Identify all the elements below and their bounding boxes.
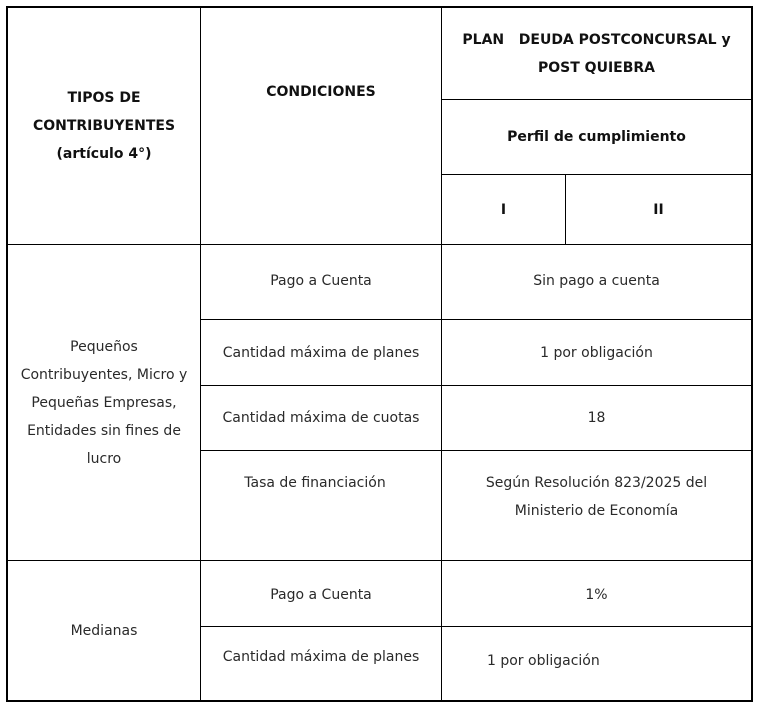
condition-cell	[201, 386, 441, 450]
header-col-i-label: I	[500, 201, 507, 218]
header-plan	[442, 8, 751, 99]
group-type-pequenos	[8, 245, 200, 560]
group-type-line: lucro	[86, 450, 122, 467]
value-cell	[442, 561, 751, 626]
header-plan-line: PLAN DEUDA POSTCONCURSAL y	[462, 31, 731, 48]
header-col-ii-label: II	[653, 201, 664, 218]
condition-cell	[201, 451, 441, 560]
table-border-right	[751, 6, 753, 702]
condition-cell	[201, 245, 441, 319]
condition-cell	[201, 320, 441, 385]
group-type-line: Entidades sin fines de	[27, 422, 181, 439]
header-col-ii	[566, 175, 751, 244]
group-type-label: Medianas	[70, 622, 138, 639]
group-type-line: Contribuyentes, Micro y	[20, 366, 188, 383]
header-perfil-label: Perfil de cumplimiento	[507, 129, 686, 145]
value-label: Sin pago a cuenta	[533, 273, 660, 289]
value-label: Según Resolución 823/2025 del	[485, 475, 708, 491]
condition-label: Cantidad máxima de cuotas	[222, 410, 420, 426]
header-condiciones	[201, 8, 441, 176]
group-type-medianas	[8, 561, 200, 700]
value-label: 18	[587, 410, 606, 426]
value-cell	[442, 386, 751, 450]
value-cell	[442, 451, 751, 560]
condition-label: Tasa de financiación	[244, 475, 386, 491]
header-condiciones-label: CONDICIONES	[266, 84, 376, 100]
table-border-bottom	[6, 700, 753, 702]
conditions-table	[6, 6, 752, 702]
value-label: Ministerio de Economía	[514, 503, 679, 519]
value-label: 1%	[585, 587, 608, 603]
value-cell	[442, 627, 751, 700]
condition-label: Cantidad máxima de planes	[222, 344, 420, 361]
value-cell	[442, 320, 751, 385]
condition-cell	[201, 561, 441, 626]
group-type-line: Pequeños	[70, 338, 138, 355]
group-type-line: Pequeñas Empresas,	[31, 394, 177, 411]
header-tipos-line: CONTRIBUYENTES	[32, 118, 176, 134]
value-label: 1 por obligación	[487, 653, 600, 669]
value-label: 1 por obligación	[540, 344, 653, 361]
header-tipos-contribuyentes	[8, 8, 200, 244]
header-plan-line: POST QUIEBRA	[538, 59, 655, 76]
condition-label: Pago a Cuenta	[270, 273, 372, 289]
condition-label: Cantidad máxima de planes	[222, 649, 420, 665]
header-perfil	[442, 100, 751, 174]
condition-cell	[201, 627, 441, 700]
condition-label: Pago a Cuenta	[270, 587, 372, 603]
header-col-i	[442, 175, 565, 244]
value-cell	[442, 245, 751, 319]
header-tipos-line: TIPOS DE	[67, 90, 141, 106]
header-tipos-line: (artículo 4°)	[56, 146, 152, 162]
